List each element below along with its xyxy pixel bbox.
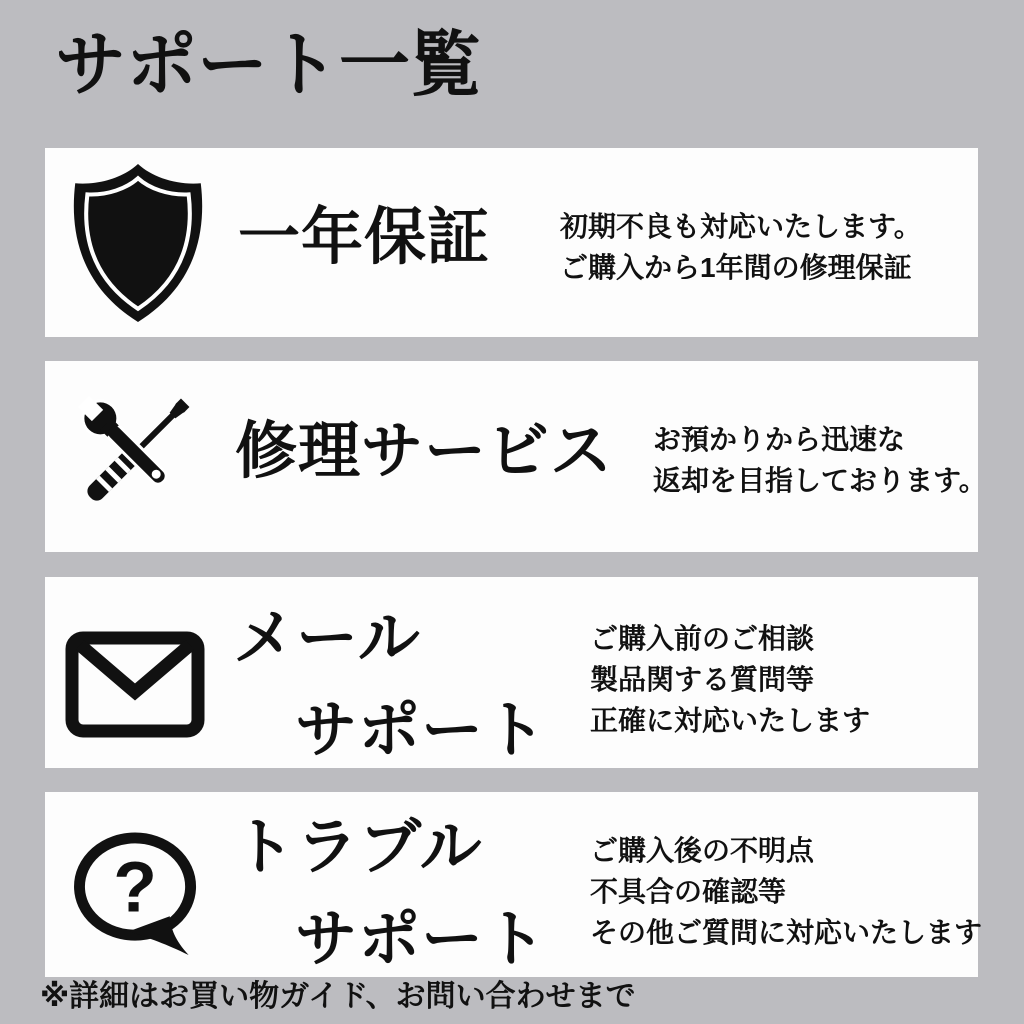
support-card-mail	[45, 577, 978, 768]
desc-line: お預かりから迅速な	[653, 424, 906, 455]
card-title	[233, 593, 547, 777]
footer-note: ※詳細はお買い物ガイド、お問い合わせまで	[40, 980, 636, 1013]
card-description	[590, 830, 982, 953]
card-description	[560, 206, 922, 288]
card-title	[233, 802, 547, 986]
card-title-line: トラブル	[233, 813, 483, 882]
desc-line: その他ご質問に対応いたします	[590, 917, 983, 948]
svg-text:?: ?	[113, 847, 157, 928]
support-card-warranty	[45, 148, 978, 337]
question-bubble-icon	[71, 831, 208, 955]
desc-line: 製品関する質問等	[590, 664, 815, 695]
card-description	[590, 618, 870, 741]
card-title-line: メール	[233, 604, 421, 673]
card-title-line: サポート	[295, 696, 548, 765]
shield-icon	[63, 161, 213, 325]
page-title: サポート一覧	[55, 26, 482, 105]
desc-line: 初期不良も対応いたします。	[560, 211, 922, 242]
desc-line: 返却を目指しております。	[653, 465, 987, 496]
support-card-repair	[45, 361, 987, 552]
desc-line: ご購入前のご相談	[590, 623, 815, 654]
card-title	[235, 417, 614, 486]
card-description	[653, 419, 987, 501]
card-title-line: 一年保証	[238, 203, 491, 272]
desc-line: ご購入から1年間の修理保証	[560, 252, 912, 283]
support-card-trouble	[45, 792, 983, 977]
card-title	[238, 203, 491, 272]
card-title-line: 修理サービス	[235, 417, 614, 486]
desc-line: 不具合の確認等	[590, 876, 787, 907]
envelope-icon	[65, 631, 205, 738]
tools-icon	[63, 388, 209, 526]
desc-line: ご購入後の不明点	[590, 835, 815, 866]
desc-line: 正確に対応いたします	[590, 705, 871, 736]
card-title-line: サポート	[295, 905, 548, 974]
